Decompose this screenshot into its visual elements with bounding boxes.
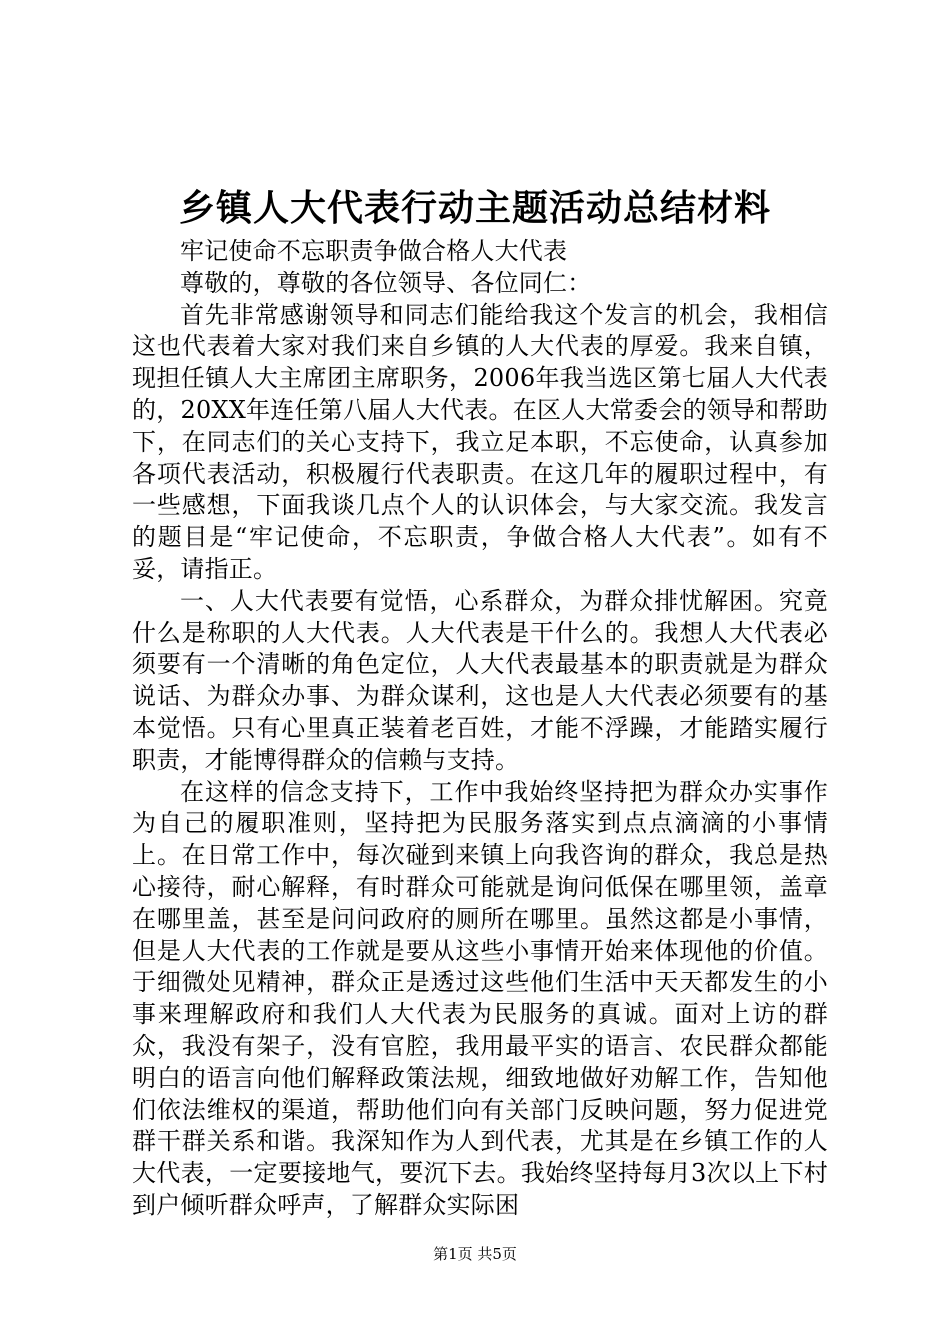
document-title: 乡镇人大代表行动主题活动总结材料 xyxy=(178,187,771,229)
body-paragraph: 在这样的信念支持下，工作中我始终坚持把为群众办实事作为自己的履职准则，坚持把为民服务落实到点点滴滴的小事情上。在日常工作中，每次碰到来镇上向我咨询的群众，我总是热心接待，耐心解释，有时群众可能就是询问低保在哪里领，盖章在哪里盖，甚至是问问政府的厕所在哪里。虽然这都是小事情，但是人大代表的工作就是要从这些小事情开始来体现他的价值。于细微处见精神，群众正是透过这些他们生活中天天都发生的小事来理解政府和我们人大代表为民服务的真诚。面对上访的群众，我没有架子，没有官腔，我用最平实的语言、农民群众都能明白的语言向他们解释政策法规，细致地做好劝解工作，告知他们依法维权的渠道，帮助他们向有关部门反映问题，努力促进党群干群关系和谐。我深知作为人到代表，尤其是在乡镇工作的人大代表，一定要接地气，要沉下去。我始终坚持每月3次以上下村到户倾听群众呼声，了解群众实际困 xyxy=(132,777,828,1219)
document-body xyxy=(132,236,828,1222)
page-number-footer: 第1页 共5页 xyxy=(433,1245,517,1263)
body-paragraph: 首先非常感谢领导和同志们能给我这个发言的机会，我相信这也代表着大家对我们来自乡镇的人大代表的厚爱。我来自镇，现担任镇人大主席团主席职务，2006年我当选区第七届人大代表的，20XX年连任第八届人大代表。在区人大常委会的领导和帮助下，在同志们的关心支持下，我立足本职，不忘使命，认真参加各项代表活动，积极履行代表职责。在这几年的履职过程中，有一些感想，下面我谈几点个人的认识体会，与大家交流。我发言的题目是“牢记使命，不忘职责，争做合格人大代表”。如有不妥，请指正。 xyxy=(132,300,828,583)
document-subtitle: 牢记使命不忘职责争做合格人大代表 xyxy=(180,237,568,265)
body-paragraph: 一、人大代表要有觉悟，心系群众，为群众排忧解困。究竟什么是称职的人大代表。人大代表是干什么的。我想人大代表必须要有一个清晰的角色定位，人大代表最基本的职责就是为群众说话、为群众办事、为群众谋利，这也是人大代表必须要有的基本觉悟。只有心里真正装着老百姓，才能不浮躁，才能踏实履行职责，才能博得群众的信赖与支持。 xyxy=(132,586,828,774)
salutation: 尊敬的，尊敬的各位领导、各位同仁： xyxy=(180,268,592,297)
